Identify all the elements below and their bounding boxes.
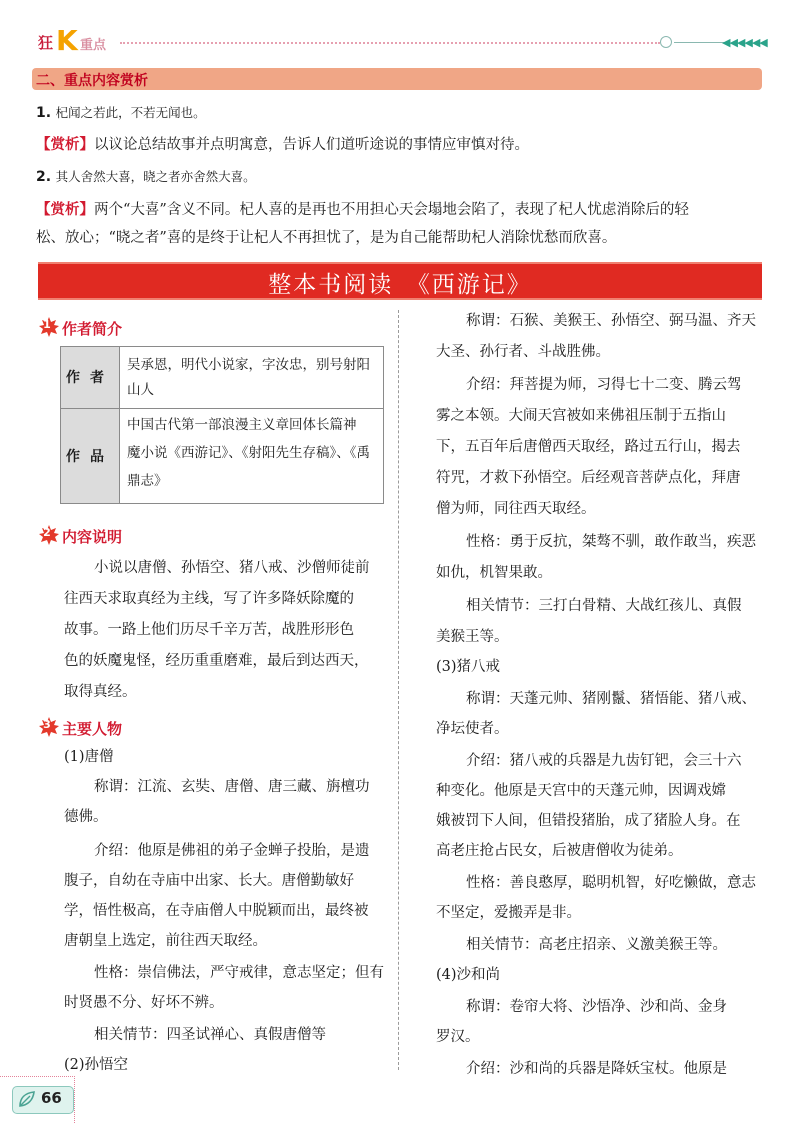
works-line: 鼎志》 [127,473,168,489]
character-line: 雾之本领。大闹天宫被如来佛祖压制于五指山 [436,408,726,424]
character-line: 相关情节：高老庄招亲、义激美猴王等。 [466,937,727,953]
logo-text-b: 重点 [80,38,107,53]
character-line: 娥被罚下人间，但错投猪胎，成了猪脸人身。在 [436,813,741,829]
heading-author-intro: 作者简介 [62,320,123,338]
analysis-text: 以议论总结故事并点明寓意，告诉人们道听途说的事情应审慎对待。 [94,137,529,153]
leaf-icon [17,1090,37,1112]
content-line: 往西天求取真经为主线，写了许多降妖除魔的 [64,591,354,607]
character-line: 净坛使者。 [436,721,509,737]
header-arrow-ornament: ◀◀◀◀◀◀ [722,36,767,49]
character-line: 德佛。 [64,809,108,825]
heading-number: 3 [43,718,51,731]
item-2-analysis [36,199,689,221]
character-line: 罗汉。 [436,1029,480,1045]
character-line: 介绍：他原是佛祖的弟子金蝉子投胎，是遗 [94,843,370,859]
heading-main-characters: 主要人物 [62,720,123,738]
character-line: 高老庄抢占民女，后被唐僧收为徒弟。 [436,843,683,859]
quote-text: 杞闻之若此，不若无闻也。 [55,105,206,120]
content-line: 小说以唐僧、孙悟空、猪八戒、沙僧师徒前 [94,560,370,576]
content-line: 故事。一路上他们历尽千辛万苦，战胜形形色 [64,622,354,638]
character-line: 腹子，自幼在寺庙中出家、长大。唐僧勤敏好 [64,873,354,889]
character-subheading: (3)猪八戒 [436,659,501,675]
character-line: 相关情节：四圣试禅心、真假唐僧等 [94,1027,326,1043]
character-line: 性格：勇于反抗，桀骜不驯，敢作敢当，疾恶 [466,534,756,550]
section-heading-bar [32,68,762,90]
character-line: 种变化。他原是天宫中的天蓬元帅，因调戏嫦 [436,783,726,799]
content-line: 取得真经。 [64,684,137,700]
logo-k-letter: K [56,24,78,57]
character-line: 不坚定，爱搬弄是非。 [436,905,581,921]
header-circle-ornament [660,36,672,48]
table-label-cell [61,347,120,408]
character-line: 大圣、孙行者、斗战胜佛。 [436,344,610,360]
works-line: 魔小说《西游记》、《射阳先生存稿》、《禹 [127,445,370,461]
character-line: 称谓：卷帘大将、沙悟净、沙和尚、金身 [466,999,727,1015]
table-row-separator [61,408,383,409]
character-line: 称谓：江流、玄奘、唐僧、唐三藏、旃檀功 [94,779,370,795]
character-line: 性格：崇信佛法，严守戒律，意志坚定；但有 [94,965,384,981]
heading-number: 2 [43,526,51,539]
character-line: 时贤愚不分、好坏不辨。 [64,995,224,1011]
character-line: 学，悟性极高，在寺庙僧人中脱颖而出，最终被 [64,903,369,919]
item-1-analysis [36,134,529,156]
series-logo [36,26,128,56]
character-line: 下，五百年后唐僧西天取经，路过五行山，揭去 [436,439,741,455]
maple-leaf-icon [38,524,60,546]
analysis-tag: 【赏析】 [36,137,94,153]
maple-leaf-icon [38,316,60,338]
banner-title: 整本书阅读 《西游记》 [268,272,532,298]
author-label: 作者 [66,370,114,386]
character-line: 介绍：沙和尚的兵器是降妖宝杖。他原是 [466,1061,727,1077]
character-line: 唐朝皇上选定，前往西天取经。 [64,933,267,949]
item-number: 2. [36,169,52,185]
author-line: 吴承恩，明代小说家，字汝忠，别号射阳 [127,357,370,373]
character-subheading: (1)唐僧 [64,749,114,765]
character-subheading: (4)沙和尚 [436,967,501,983]
character-line: 介绍：拜菩提为师，习得七十二变、腾云驾 [466,377,742,393]
analysis-tag: 【赏析】 [36,202,94,218]
item-1-quote [36,102,206,124]
item-2-analysis-cont: 松、放心；“晓之者”喜的是终于让杞人不再担忧了，是为自己能帮助杞人消除忧愁而欣喜。 [36,230,617,246]
character-line: 相关情节：三打白骨精、大战红孩儿、真假 [466,598,742,614]
character-line: 称谓：石猴、美猴王、孙悟空、弼马温、齐天 [466,313,756,329]
table-label-cell [61,409,120,503]
character-line: 符咒，才救下孙悟空。后经观音菩萨点化，拜唐 [436,470,741,486]
character-line: 如仇，机智果敢。 [436,565,552,581]
logo-text-a: 狂 [38,34,55,52]
character-line: 美猴王等。 [436,629,509,645]
author-line: 山人 [127,382,154,398]
character-line: 僧为师，同往西天取经。 [436,501,596,517]
character-line: 性格：善良憨厚，聪明机智，好吃懒做，意志 [466,875,756,891]
content-line: 色的妖魔鬼怪，经历重重磨难，最后到达西天， [64,653,369,669]
page-number: 66 [41,1089,62,1107]
section-heading: 二、重点内容赏析 [36,73,148,89]
item-2-quote [36,166,256,188]
book-reading-banner [38,262,762,300]
author-works-table [60,346,384,504]
quote-text: 其人舍然大喜，晓之者亦舍然大喜。 [55,169,256,184]
works-line: 中国古代第一部浪漫主义章回体长篇神 [127,417,357,433]
item-number: 1. [36,105,52,121]
works-label: 作品 [66,449,114,465]
page-number-box [12,1086,74,1114]
header-dotted-rule [120,42,660,44]
character-subheading: (2)孙悟空 [64,1057,129,1073]
column-divider [398,310,399,1070]
heading-number: 1 [43,318,51,331]
heading-content-desc: 内容说明 [62,528,123,546]
maple-leaf-icon [38,716,60,738]
character-line: 介绍：猪八戒的兵器是九齿钉钯，会三十六 [466,753,742,769]
analysis-text: 两个“大喜”含义不同。杞人喜的是再也不用担心天会塌地会陷了，表现了杞人忧虑消除后的轻 [94,202,689,218]
character-line: 称谓：天蓬元帅、猪刚鬣、猪悟能、猪八戒、 [466,691,756,707]
